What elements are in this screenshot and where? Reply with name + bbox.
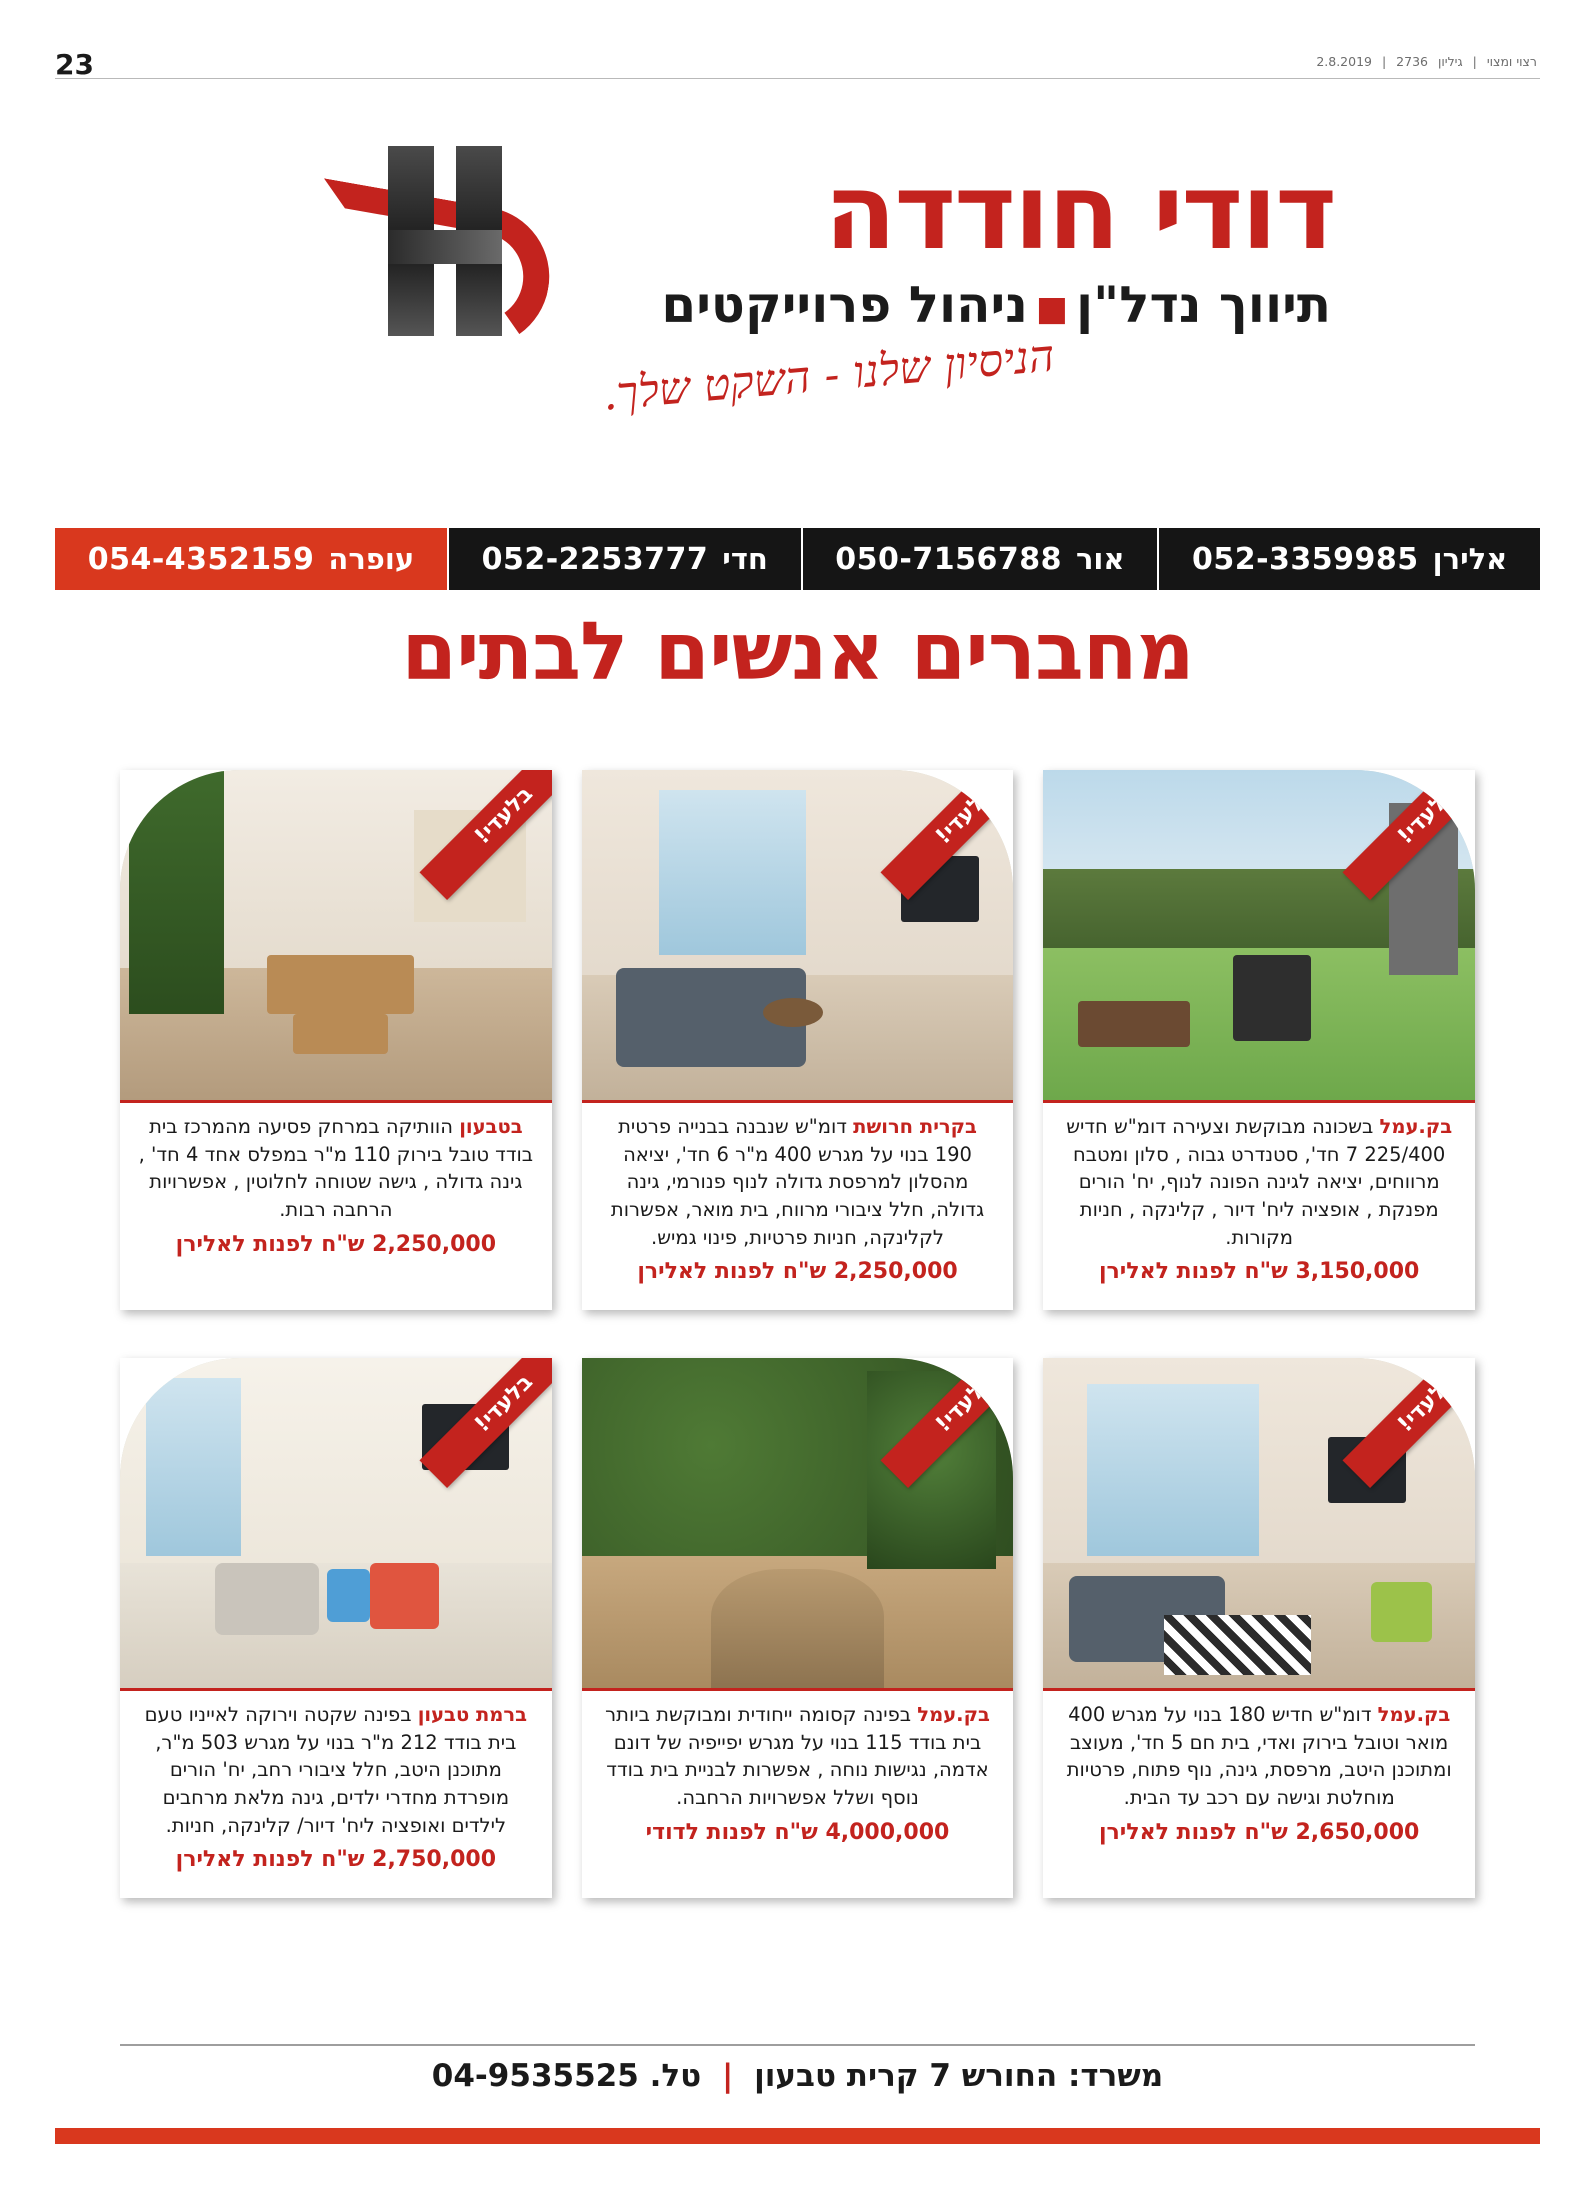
listing-text: דומ"ש חדיש 180 בנוי על מגרש 400 מואר וטובל בירוק ואדי, בית חם 5 חד', מעוצב ומתוכנן היטב, מרפסת, גינה, נוף פתוח, פרטיות מוחלטת וגישה עם רכב עד הבית. (1066, 1703, 1452, 1810)
office-phone-label: טל. (649, 2058, 702, 2094)
listing-card[interactable] (120, 1358, 552, 1898)
header-issue-label: גיליון (1437, 54, 1463, 69)
service-project-management: ניהול פרוייקטים (661, 276, 1028, 334)
listing-body (1043, 1688, 1475, 1898)
exclusive-ribbon: בלעדי! (1343, 770, 1475, 900)
page-title: מחברים אנשים לבתים (401, 605, 1194, 698)
contact-phone: 054-4352159 (87, 541, 315, 577)
listing-description (136, 1113, 536, 1224)
listing-description (1059, 1701, 1459, 1812)
contact-name: עופרה (328, 542, 415, 576)
header-issue-number: 2736 (1396, 54, 1428, 69)
listing-text: בפינה קסומה ייחודית ומבוקשת ביותר בית בודד 115 בנוי על מגרש יפייפיה של דונם אדמה, נגישות נוחה , אפשרות לבניית בית בודד נוסף ושלל אפשרויות הרחבה. (605, 1703, 989, 1810)
listing-card[interactable] (582, 770, 1014, 1310)
listing-price: 2,750,000 ש"ח לפנות לאלירן (175, 1847, 497, 1873)
listing-description (1059, 1113, 1459, 1251)
listing-card[interactable] (1043, 770, 1475, 1310)
agency-name: דודי חודדה (824, 151, 1335, 273)
footer-rule (120, 2044, 1475, 2046)
listing-text: דומ"ש שנבנה בבנייה פרטית 190 בנוי על מגרש 400 מ"ר 6 חד', יציאה מהסלון למרפסת גדולה לנוף פנורמי, גינה גדולה, חלל ציבורי מרווח, בית מואר, אפשרות לקלינקה, חניות פרטיות, פינוי גמיש. (610, 1115, 985, 1249)
listing-body (120, 1688, 552, 1898)
listing-location: בק.עמל (1377, 1703, 1451, 1726)
living-room-photo (582, 770, 1014, 1100)
exclusive-ribbon: בלעדי! (419, 770, 551, 900)
listing-text: בפינה שקטה וירוקה לאייניו טעם בית בודד 212 מ"ר בנוי על מגרש 503 מ"ר, מתוכנן היטב, חלל ציבורי רחב, יח' הורים מופרדת מחדרי ילדים, גינה מלאת מרחבים לילדים ואופציה ליח' דיור/ קלינקה, חניות. (144, 1703, 517, 1837)
footer-accent-bar (55, 2128, 1540, 2144)
contact-or[interactable] (803, 528, 1158, 590)
page-number: 23 (55, 48, 94, 81)
exclusive-ribbon: בלעדי! (419, 1358, 551, 1488)
service-separator-icon: ■ (1035, 288, 1068, 329)
listing-location: בק.עמל (1379, 1115, 1453, 1138)
listing-price: 2,250,000 ש"ח לפנות לאלירן (175, 1231, 497, 1257)
office-footer (0, 2058, 1595, 2094)
header-rule (55, 78, 1540, 79)
office-phone[interactable]: 04-9535525 (431, 2058, 639, 2094)
contact-eliran[interactable] (1159, 528, 1540, 590)
exclusive-ribbon: בלעדי! (881, 1358, 1013, 1488)
listing-body (582, 1100, 1014, 1310)
service-brokerage: תיווך נדל"ן (1075, 276, 1331, 334)
agency-logo-block (240, 150, 1355, 520)
office-address: החורש 7 קרית טבעון (754, 2058, 1058, 2094)
land-plot-photo (582, 1358, 1014, 1688)
backyard-garden-photo (1043, 770, 1475, 1100)
contact-hadi[interactable] (449, 528, 801, 590)
page-header (0, 48, 1595, 86)
listing-description (136, 1701, 536, 1839)
contact-name: אור (1075, 542, 1125, 576)
listing-description (598, 1701, 998, 1812)
header-sep-2: | (1381, 54, 1387, 69)
header-sep-1: | (1472, 54, 1477, 69)
contacts-divider (447, 528, 449, 590)
listing-price: 2,250,000 ש"ח לפנות לאלירן (637, 1259, 958, 1285)
contacts-divider (801, 528, 803, 590)
header-date: 2.8.2019 (1316, 54, 1372, 69)
listing-text: בשכונה מבוקשת וצעירה דומ"ש חדיש 225/400 7 חד', סטנדרט גבוה , סלון ומטבח מרווחים, יציאה לגינה הפונה לנוף, יח' הורים מפנקת , אופציה ליח' דיור , קלינקה , חניות מקורות. (1066, 1115, 1446, 1249)
contacts-bar (55, 528, 1540, 590)
contact-name: אלירן (1432, 542, 1508, 576)
listing-description (598, 1113, 998, 1251)
exclusive-ribbon: בלעדי! (881, 770, 1013, 900)
contact-name: חדי (722, 542, 768, 576)
listing-body (582, 1688, 1014, 1898)
exclusive-ribbon: בלעדי! (1343, 1358, 1475, 1488)
listing-text: הוותיקה במרחק פסיעה מהמרכז בית בודד טובל בירוק 110 מ"ר במפלס אחד 4 חד' , גינה גדולה , גישה שטוחה לחלוטין , אפשרויות הרחבה רבות. (138, 1115, 534, 1222)
listing-location: בטבעון (459, 1115, 523, 1138)
listing-price: 3,150,000 ש"ח לפנות לאלירן (1098, 1259, 1420, 1285)
office-label: משרד: (1067, 2058, 1164, 2094)
contact-phone: 052-2253777 (481, 541, 709, 577)
listing-location: בקרית חרושת (853, 1115, 977, 1138)
h-monogram-icon (270, 138, 570, 368)
contact-phone: 052-3359985 (1191, 541, 1419, 577)
playroom-photo (120, 1358, 552, 1688)
listing-location: בק.עמל (917, 1703, 990, 1726)
contact-ofra[interactable] (55, 528, 447, 590)
listing-card[interactable] (582, 1358, 1014, 1898)
contact-phone: 050-7156788 (835, 541, 1062, 577)
listing-price: 4,000,000 ש"ח לפנות לדודי (645, 1819, 950, 1845)
footer-separator: | (721, 2058, 734, 2094)
listing-body (1043, 1100, 1475, 1310)
header-publication: רצוי ומצוי (1486, 54, 1537, 69)
header-meta (1313, 54, 1540, 69)
contacts-divider (1157, 528, 1159, 590)
listing-price: 2,650,000 ש"ח לפנות לאלירן (1098, 1819, 1420, 1845)
agency-slogan: הניסיון שלנו - השקט שלך. (600, 330, 1057, 421)
patio-deck-photo (120, 770, 552, 1100)
listing-card[interactable] (1043, 1358, 1475, 1898)
listing-body (120, 1100, 552, 1310)
modern-living-room-photo (1043, 1358, 1475, 1688)
listings-grid (120, 770, 1475, 1898)
listing-location: ברמת טבעון (417, 1703, 528, 1726)
agency-services (661, 276, 1331, 334)
listing-card[interactable] (120, 770, 552, 1310)
